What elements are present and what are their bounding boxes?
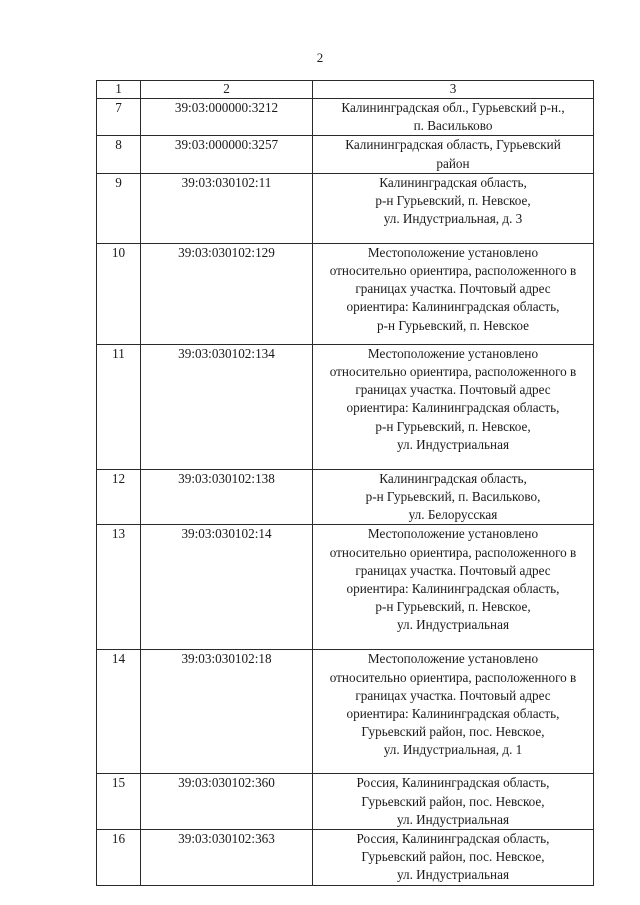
address-line: границах участка. Почтовый адрес [355, 562, 551, 578]
address-line: Калининградская обл., Гурьевский р-н., [341, 100, 565, 115]
column-header-cadastral: 2 [141, 81, 313, 99]
address-line: Калининградская область, Гурьевский [345, 137, 561, 153]
cadastral-number-cell: 39:03:030102:134 [141, 344, 313, 469]
cadastral-number-cell: 39:03:030102:138 [141, 469, 313, 525]
address-cell [313, 173, 594, 243]
address-line: границах участка. Почтовый адрес [355, 281, 551, 297]
row-number-cell: 14 [97, 650, 141, 774]
address-line: Местоположение установлено [367, 345, 539, 361]
address-line: р-н Гурьевский, п. Невское, [375, 418, 531, 434]
cadastral-number-cell: 39:03:030102:14 [141, 525, 313, 650]
address-line: относительно ориентира, расположенного в [329, 263, 577, 279]
address-cell [313, 525, 594, 650]
address-line: ул. Белорусская [408, 507, 498, 523]
address-cell [313, 469, 594, 525]
cadastral-number-cell: 39:03:030102:11 [141, 173, 313, 243]
row-number-cell: 10 [97, 243, 141, 344]
address-line: ул. Индустриальная [396, 811, 510, 827]
address-line: ул. Индустриальная [396, 436, 510, 452]
address-line: ул. Индустриальная [396, 617, 510, 633]
address-cell [313, 830, 594, 886]
table-row [97, 830, 594, 886]
address-line: п. Васильково [413, 118, 493, 134]
address-cell [313, 243, 594, 344]
table-row [97, 136, 594, 173]
address-line: границах участка. Почтовый адрес [355, 382, 551, 398]
cadastral-number-cell: 39:03:030102:363 [141, 830, 313, 886]
cadastral-number-cell: 39:03:030102:18 [141, 650, 313, 774]
row-number-cell: 11 [97, 344, 141, 469]
address-cell [313, 344, 594, 469]
cadastral-number-cell: 39:03:030102:129 [141, 243, 313, 344]
address-line: р-н Гурьевский, п. Васильково, [365, 489, 541, 505]
land-plot-table [96, 80, 594, 886]
cadastral-number-cell: 39:03:000000:3212 [141, 99, 313, 136]
address-line: ул. Индустриальная, д. 3 [383, 211, 523, 227]
address-line: Гурьевский район, пос. Невское, [361, 849, 545, 865]
address-line: ориентира: Калининградская область, [346, 400, 560, 416]
address-line: относительно ориентира, расположенного в [329, 669, 577, 685]
row-number-cell: 15 [97, 774, 141, 830]
address-line: ориентира: Калининградская область, [346, 299, 560, 315]
table-row [97, 344, 594, 469]
table-row [97, 650, 594, 774]
address-line: Местоположение установлено [367, 651, 539, 667]
address-cell [313, 650, 594, 774]
table-row [97, 774, 594, 830]
cadastral-number-cell: 39:03:000000:3257 [141, 136, 313, 173]
address-line: Гурьевский район, пос. Невское, [361, 793, 545, 809]
address-line: р-н Гурьевский, п. Невское, [375, 193, 531, 209]
column-header-address: 3 [313, 81, 594, 99]
table-row [97, 99, 594, 136]
address-line: р-н Гурьевский, п. Невское, [375, 599, 531, 615]
address-line: относительно ориентира, расположенного в [329, 364, 577, 380]
address-line: ориентира: Калининградская область, [346, 706, 560, 722]
address-line: относительно ориентира, расположенного в [329, 544, 577, 560]
row-number-cell: 12 [97, 469, 141, 525]
address-line: р-н Гурьевский, п. Невское [376, 317, 529, 333]
address-line: ориентира: Калининградская область, [346, 581, 560, 597]
page-number: 2 [316, 50, 324, 65]
address-cell [313, 99, 594, 136]
address-cell [313, 774, 594, 830]
address-cell [313, 136, 594, 173]
address-line: Местоположение установлено [367, 244, 539, 260]
address-line: Россия, Калининградская область, [356, 775, 550, 791]
table-row [97, 525, 594, 650]
address-line: район [436, 155, 470, 171]
address-line: ул. Индустриальная, д. 1 [383, 742, 523, 758]
table-body [97, 99, 594, 886]
row-number-cell: 7 [97, 99, 141, 136]
address-line: ул. Индустриальная [396, 867, 510, 883]
column-header-number: 1 [97, 81, 141, 99]
address-line: границах участка. Почтовый адрес [355, 687, 551, 703]
address-line: Калининградская область, [379, 470, 527, 486]
table-row [97, 243, 594, 344]
address-line: Россия, Калининградская область, [356, 831, 550, 847]
table-header-row [97, 81, 594, 99]
row-number-cell: 16 [97, 830, 141, 886]
table-row [97, 469, 594, 525]
address-line: Калининградская область, [379, 174, 527, 190]
cadastral-number-cell: 39:03:030102:360 [141, 774, 313, 830]
address-line: Гурьевский район, пос. Невское, [361, 724, 545, 740]
address-line: Местоположение установлено [367, 526, 539, 542]
row-number-cell: 8 [97, 136, 141, 173]
table-row [97, 173, 594, 243]
row-number-cell: 13 [97, 525, 141, 650]
row-number-cell: 9 [97, 173, 141, 243]
